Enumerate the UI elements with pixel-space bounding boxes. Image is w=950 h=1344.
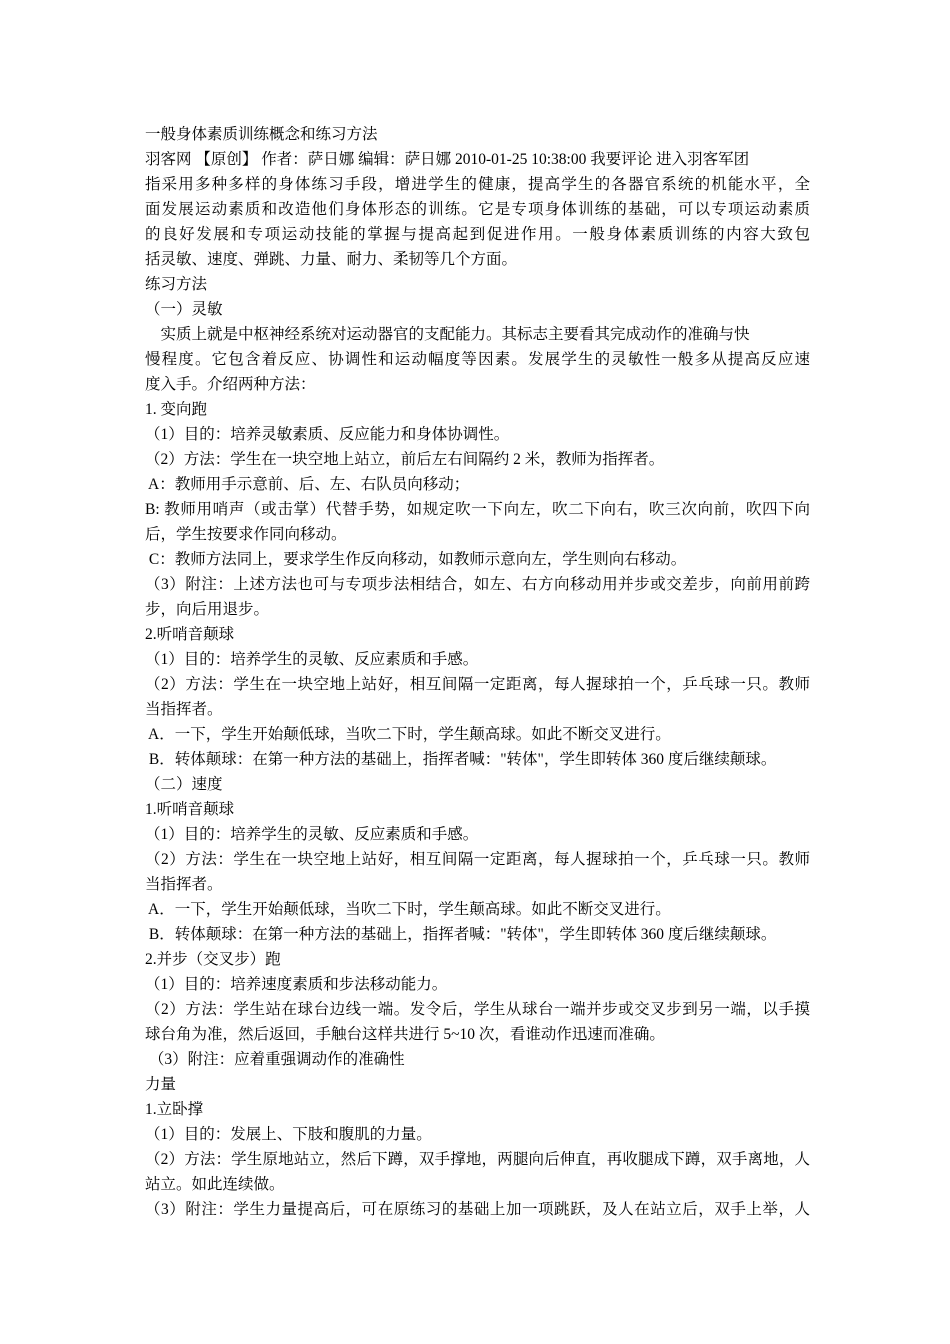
text-line: 步，向后用退步。 xyxy=(145,601,270,618)
text-line: （2）方法：学生原地站立，然后下蹲，双手撑地，两腿向后伸直，再收腿成下蹲，双手离地，人 xyxy=(145,1151,810,1168)
text-line: 面发展运动素质和改造他们身体形态的训练。它是专项身体训练的基础，可以专项运动素质 xyxy=(145,201,810,218)
text-line: 当指挥者。 xyxy=(145,876,223,893)
text-line: A．一下，学生开始颠低球，当吹二下时，学生颠高球。如此不断交叉进行。 xyxy=(145,901,671,918)
text-line: （1）目的：培养灵敏素质、反应能力和身体协调性。 xyxy=(145,426,510,443)
text-line: C：教师方法同上，要求学生作反向移动，如教师示意向左，学生则向右移动。 xyxy=(145,551,687,568)
text-line: （3）附注：学生力量提高后，可在原练习的基础上加一项跳跃，及人在站立后，双手上举，人 xyxy=(145,1201,810,1218)
text-line: （2）方法：学生在一块空地上站立，前后左右间隔约 2 米，教师为指挥者。 xyxy=(145,451,665,468)
section-heading: 练习方法 xyxy=(145,276,208,293)
text-line: B．转体颠球：在第一种方法的基础上，指挥者喊："转体"，学生即转体 360 度后继续颠球。 xyxy=(145,751,777,768)
text-line: （3）附注：上述方法也可与专项步法相结合，如左、右方向移动用并步或交差步，向前用前跨 xyxy=(145,576,810,593)
text-line: （2）方法：学生在一块空地上站好，相互间隔一定距离，每人握球拍一个，乒乓球一只。教师 xyxy=(145,676,810,693)
text-line: 球台角为准，然后返回，手触台这样共进行 5~10 次，看谁动作迅速而准确。 xyxy=(145,1026,665,1043)
text-line: 的良好发展和专项运动技能的掌握与提高起到促进作用。一般身体素质训练的内容大致包 xyxy=(145,226,810,243)
text-line: 度入手。介绍两种方法： xyxy=(145,376,316,393)
item-heading: 2.听哨音颠球 xyxy=(145,626,235,643)
document-body xyxy=(145,122,810,1222)
text-line: （2）方法：学生站在球台边线一端。发令后，学生从球台一端并步或交叉步到另一端，以手摸 xyxy=(145,1001,810,1018)
text-line: A．一下，学生开始颠低球，当吹二下时，学生颠高球。如此不断交叉进行。 xyxy=(145,726,671,743)
text-line: 指采用多种多样的身体练习手段，增进学生的健康，提高学生的各器官系统的机能水平，全 xyxy=(145,176,810,193)
byline: 羽客网 【原创】 作者：萨日娜 编辑：萨日娜 2010-01-25 10:38:00 我要评论 进入羽客军团 xyxy=(145,151,750,168)
item-heading: 2.并步（交叉步）跑 xyxy=(145,951,281,968)
text-line: 当指挥者。 xyxy=(145,701,223,718)
text-line: （1）目的：发展上、下肢和腹肌的力量。 xyxy=(145,1126,432,1143)
item-heading: 1.立卧撑 xyxy=(145,1101,204,1118)
text-line: 慢程度。它包含着反应、协调性和运动幅度等因素。发展学生的灵敏性一般多从提高反应速 xyxy=(145,351,810,368)
subsection-heading: （二）速度 xyxy=(145,776,223,793)
text-line: 后，学生按要求作同向移动。 xyxy=(145,526,347,543)
text-line: A：教师用手示意前、后、左、右队员向移动； xyxy=(145,476,470,493)
text-line: （1）目的：培养学生的灵敏、反应素质和手感。 xyxy=(145,651,479,668)
text-line: 站立。如此连续做。 xyxy=(145,1176,285,1193)
item-heading: 1.听哨音颠球 xyxy=(145,801,235,818)
text-line: （1）目的：培养速度素质和步法移动能力。 xyxy=(145,976,448,993)
text-line: （3）附注：应着重强调动作的准确性 xyxy=(145,1051,405,1068)
text-line: B: 教师用哨声（或击掌）代替手势，如规定吹一下向左，吹二下向右，吹三次向前，吹四下向 xyxy=(145,501,810,518)
text-line: （2）方法：学生在一块空地上站好，相互间隔一定距离，每人握球拍一个，乒乓球一只。教师 xyxy=(145,851,810,868)
text-line: 括灵敏、速度、弹跳、力量、耐力、柔韧等几个方面。 xyxy=(145,251,518,268)
doc-title: 一般身体素质训练概念和练习方法 xyxy=(145,126,378,143)
text-line: B．转体颠球：在第一种方法的基础上，指挥者喊："转体"，学生即转体 360 度后继续颠球。 xyxy=(145,926,777,943)
subsection-heading: （一）灵敏 xyxy=(145,301,223,318)
item-heading: 1. 变向跑 xyxy=(145,401,208,418)
section-heading: 力量 xyxy=(145,1076,177,1093)
text-line: 实质上就是中枢神经系统对运动器官的支配能力。其标志主要看其完成动作的准确与快 xyxy=(145,326,750,343)
text-line: （1）目的：培养学生的灵敏、反应素质和手感。 xyxy=(145,826,479,843)
